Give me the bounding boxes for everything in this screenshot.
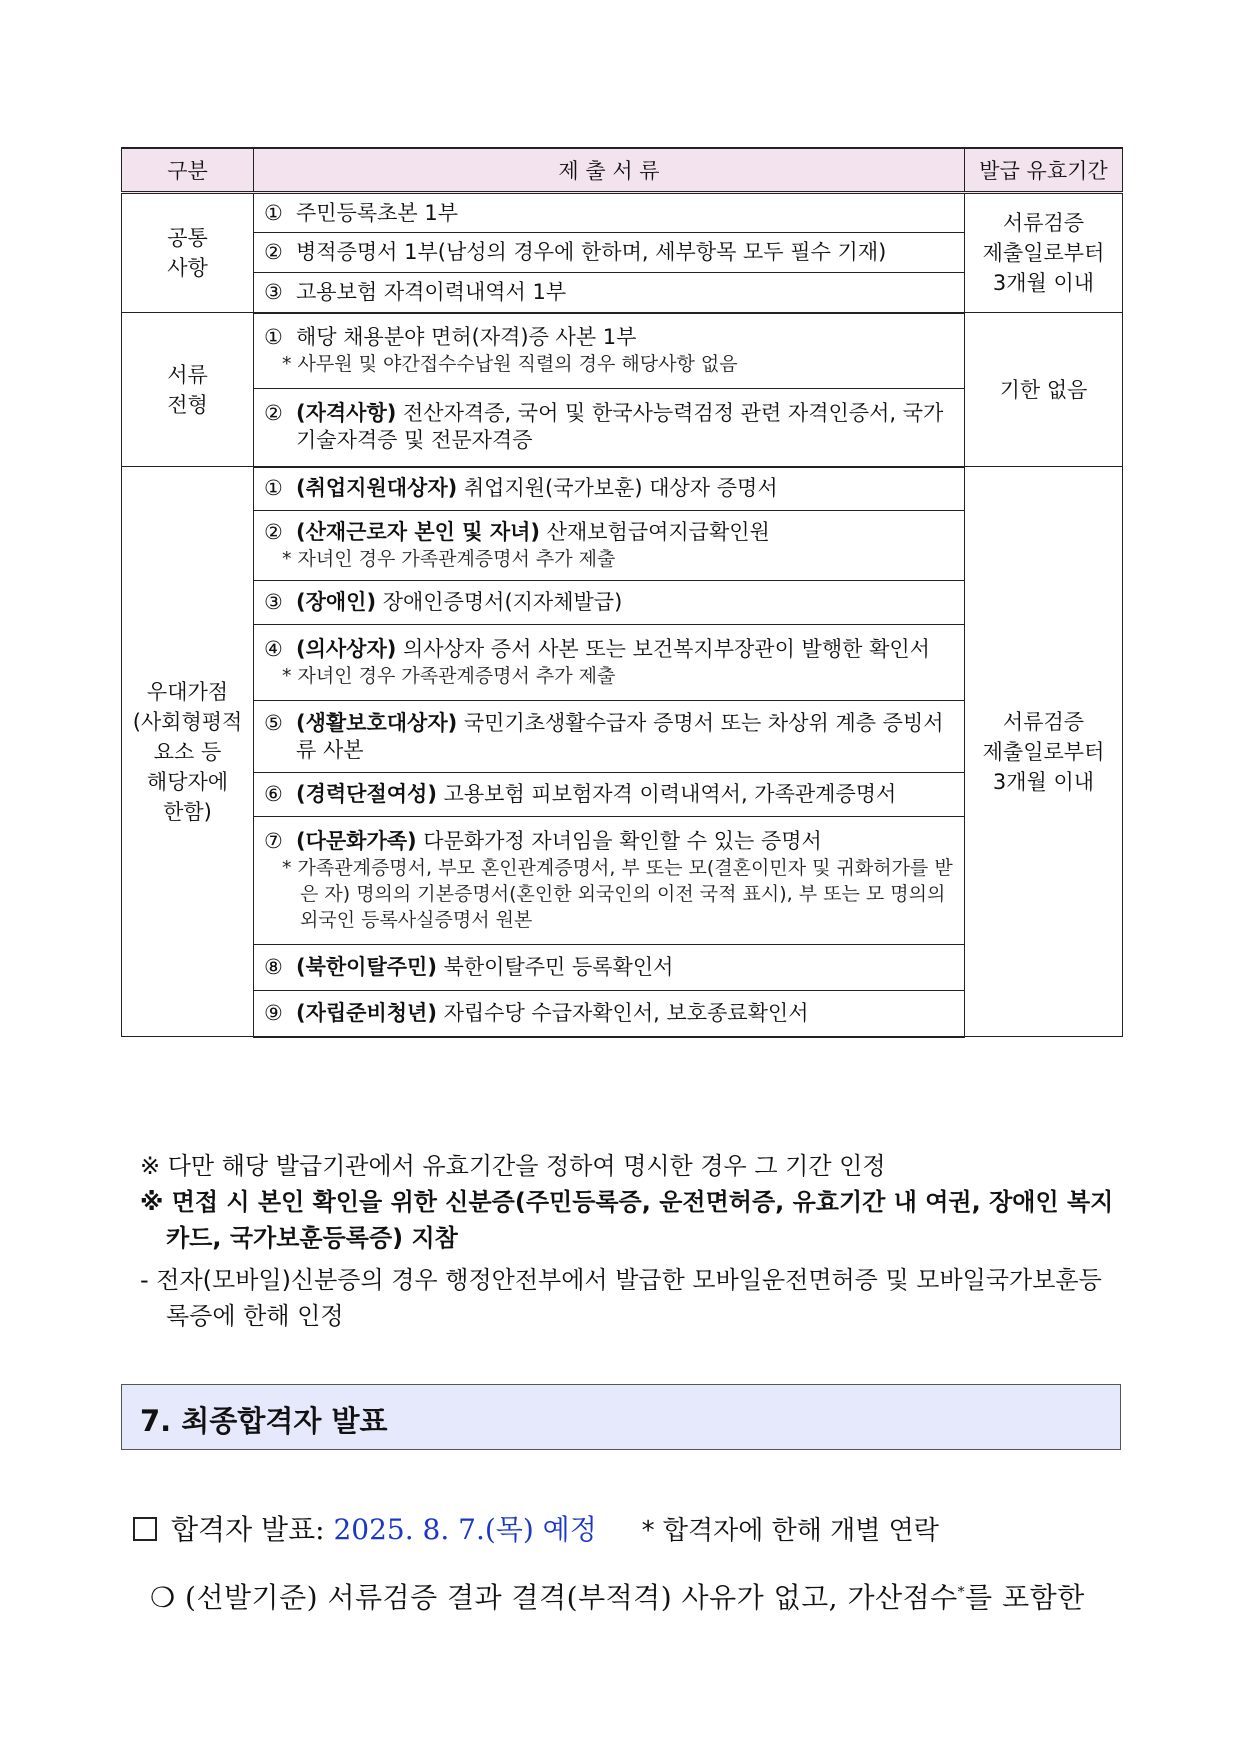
item-tag: (다문화가족) xyxy=(296,829,417,853)
note-validity: ※ 다만 해당 발급기관에서 유효기간을 정하여 명시한 경우 그 기간 인정 xyxy=(140,1152,886,1180)
document-text xyxy=(264,200,954,227)
category-line: 공통 xyxy=(167,226,208,250)
announce-label: 합격자 발표: xyxy=(171,1513,325,1546)
document-cell xyxy=(254,193,965,233)
item-tag: (경력단절여성) xyxy=(296,782,437,806)
item-text: 해당 채용분야 면허(자격)증 사본 1부 xyxy=(296,325,637,350)
item-text: 고용보험 피보험자격 이력내역서, 가족관계증명서 xyxy=(436,782,897,806)
documents-table xyxy=(121,147,1123,1038)
announce-note: * 합격자에 한해 개별 연락 xyxy=(641,1516,939,1546)
document-cell xyxy=(254,625,965,701)
validity-cell xyxy=(965,193,1123,313)
document-text xyxy=(264,589,954,616)
item-text: 주민등록초본 1부 xyxy=(296,200,459,225)
announcement-line xyxy=(133,1508,939,1548)
category-line: 사항 xyxy=(167,256,208,280)
document-text xyxy=(264,828,954,855)
document-cell xyxy=(254,945,965,991)
table-row xyxy=(122,193,1123,233)
document-text xyxy=(264,475,954,502)
item-text: 병적증명서 1부(남성의 경우에 한하며, 세부항목 모두 필수 기재) xyxy=(296,240,887,264)
validity-line: 제출일로부터 xyxy=(982,739,1105,764)
document-text xyxy=(264,239,954,266)
item-tag: (의사상자) xyxy=(296,637,397,661)
item-tag: (북한이탈주민) xyxy=(296,955,437,979)
item-text: 의사상자 증서 사본 또는 보건복지부장관이 발행한 확인서 xyxy=(396,637,930,661)
item-number: ③ xyxy=(264,590,283,614)
category-cell xyxy=(122,467,254,1037)
header-validity: 발급 유효기간 xyxy=(965,148,1123,193)
table-row xyxy=(122,467,1123,511)
category-cell xyxy=(122,193,254,313)
criteria-tail: 를 포함한 xyxy=(965,1581,1085,1614)
category-line: 서류 xyxy=(167,362,208,387)
document-text xyxy=(264,324,954,351)
document-cell xyxy=(254,581,965,625)
item-number: ⑤ xyxy=(264,710,283,735)
document-text xyxy=(264,1000,954,1027)
validity-line: 제출일로부터 xyxy=(982,241,1105,265)
item-number: ⑨ xyxy=(264,1000,283,1025)
document-text xyxy=(264,710,954,764)
category-line: 해당자에 xyxy=(146,769,229,794)
document-cell xyxy=(254,389,965,467)
category-line: (사회형평적 xyxy=(132,709,243,734)
document-cell xyxy=(254,273,965,313)
category-line: 전형 xyxy=(167,392,208,417)
item-text: 산재보험급여지급확인원 xyxy=(540,520,770,544)
item-number: ② xyxy=(264,401,283,426)
item-text: 장애인증명서(지자체발급) xyxy=(376,590,623,614)
table-header-row xyxy=(122,148,1123,193)
category-line: 요소 등 xyxy=(153,739,222,764)
announce-date: 2025. 8. 7.(목) 예정 xyxy=(333,1513,597,1546)
item-text: 국민기초생활수급자 증명서 또는 차상위 계층 증빙서류 사본 xyxy=(296,710,944,762)
item-number: ① xyxy=(264,325,283,350)
item-text: 취업지원(국가보훈) 대상자 증명서 xyxy=(457,476,778,501)
item-number: ⑥ xyxy=(264,782,283,806)
note-id-required: ※ 면접 시 본인 확인을 위한 신분증(주민등록증, 운전면허증, 유효기간 내 여권, 장애인 복지카드, 국가보훈등록증) 지참 xyxy=(140,1188,1114,1252)
document-cell xyxy=(254,773,965,817)
item-text: 북한이탈주민 등록확인서 xyxy=(436,955,674,979)
document-cell xyxy=(254,991,965,1037)
criteria-sup: * xyxy=(957,1584,966,1601)
item-number: ⑦ xyxy=(264,829,283,853)
category-cell xyxy=(122,313,254,467)
item-number: ⑧ xyxy=(264,955,283,979)
section-title: 7. 최종합격자 발표 xyxy=(140,1404,388,1438)
item-tag: (생활보호대상자) xyxy=(296,710,458,735)
document-cell xyxy=(254,467,965,511)
item-text: 다문화가정 자녀임을 확인할 수 있는 증명서 xyxy=(416,829,822,853)
notes-block xyxy=(140,1148,1120,1334)
document-cell xyxy=(254,233,965,273)
document-text xyxy=(264,636,954,663)
validity-line: 기한 없음 xyxy=(999,377,1088,402)
item-number: ③ xyxy=(264,279,283,304)
criteria-line xyxy=(150,1576,1085,1616)
item-number: ④ xyxy=(264,637,283,661)
validity-cell xyxy=(965,313,1123,467)
item-note: * 가족관계증명서, 부모 혼인관계증명서, 부 또는 모(결혼이민자 및 귀화허가를 받은 자) 명의의 기본증명서(혼인한 외국인의 이전 국적 표시), 부 또는 모 명의의 외국인 등록사실증명서 원본 xyxy=(282,857,953,931)
item-text: 고용보험 자격이력내역서 1부 xyxy=(296,279,567,304)
category-line: 우대가점 xyxy=(146,679,229,704)
item-number: ② xyxy=(264,520,283,544)
validity-cell xyxy=(965,467,1123,1037)
document-cell xyxy=(254,313,965,389)
validity-line: 3개월 이내 xyxy=(992,271,1095,295)
item-note: * 자녀인 경우 가족관계증명서 추가 제출 xyxy=(282,665,616,687)
item-tag: (자격사항) xyxy=(296,401,397,426)
bullet-circle-icon: ❍ xyxy=(150,1581,176,1614)
item-note: * 자녀인 경우 가족관계증명서 추가 제출 xyxy=(282,548,616,570)
validity-line: 3개월 이내 xyxy=(992,769,1095,794)
item-note: * 사무원 및 야간접수수납원 직렬의 경우 해당사항 없음 xyxy=(282,353,738,376)
table-row xyxy=(122,313,1123,389)
criteria-text: (선발기준) 서류검증 결과 결격(부적격) 사유가 없고, 가산점수 xyxy=(185,1581,958,1614)
note-mobile-id: - 전자(모바일)신분증의 경우 행정안전부에서 발급한 모바일운전면허증 및 모바일국가보훈등록증에 한해 인정 xyxy=(140,1266,1102,1330)
checkbox-square-icon xyxy=(133,1517,157,1541)
document-text xyxy=(264,519,954,546)
item-tag: (자립준비청년) xyxy=(296,1000,437,1025)
document-text xyxy=(264,954,954,981)
document-cell xyxy=(254,817,965,945)
item-text: 전산자격증, 국어 및 한국사능력검정 관련 자격인증서, 국가기술자격증 및 전문자격증 xyxy=(296,401,944,453)
table-body xyxy=(122,193,1123,1037)
header-documents: 제 출 서 류 xyxy=(254,148,965,193)
document-cell xyxy=(254,701,965,773)
validity-line: 서류검증 xyxy=(1002,211,1085,235)
item-tag: (장애인) xyxy=(296,590,377,614)
document-text xyxy=(264,279,954,306)
document-text xyxy=(264,400,954,454)
category-line: 한함) xyxy=(163,799,212,824)
section-heading xyxy=(121,1384,1121,1450)
validity-line: 서류검증 xyxy=(1002,709,1085,734)
item-tag: (산재근로자 본인 및 자녀) xyxy=(296,520,540,544)
document-text xyxy=(264,781,954,808)
item-number: ① xyxy=(264,200,283,225)
header-category: 구분 xyxy=(122,148,254,193)
item-tag: (취업지원대상자) xyxy=(296,476,458,501)
item-number: ② xyxy=(264,240,283,264)
item-number: ① xyxy=(264,476,283,501)
item-text: 자립수당 수급자확인서, 보호종료확인서 xyxy=(436,1000,809,1025)
document-cell xyxy=(254,511,965,581)
